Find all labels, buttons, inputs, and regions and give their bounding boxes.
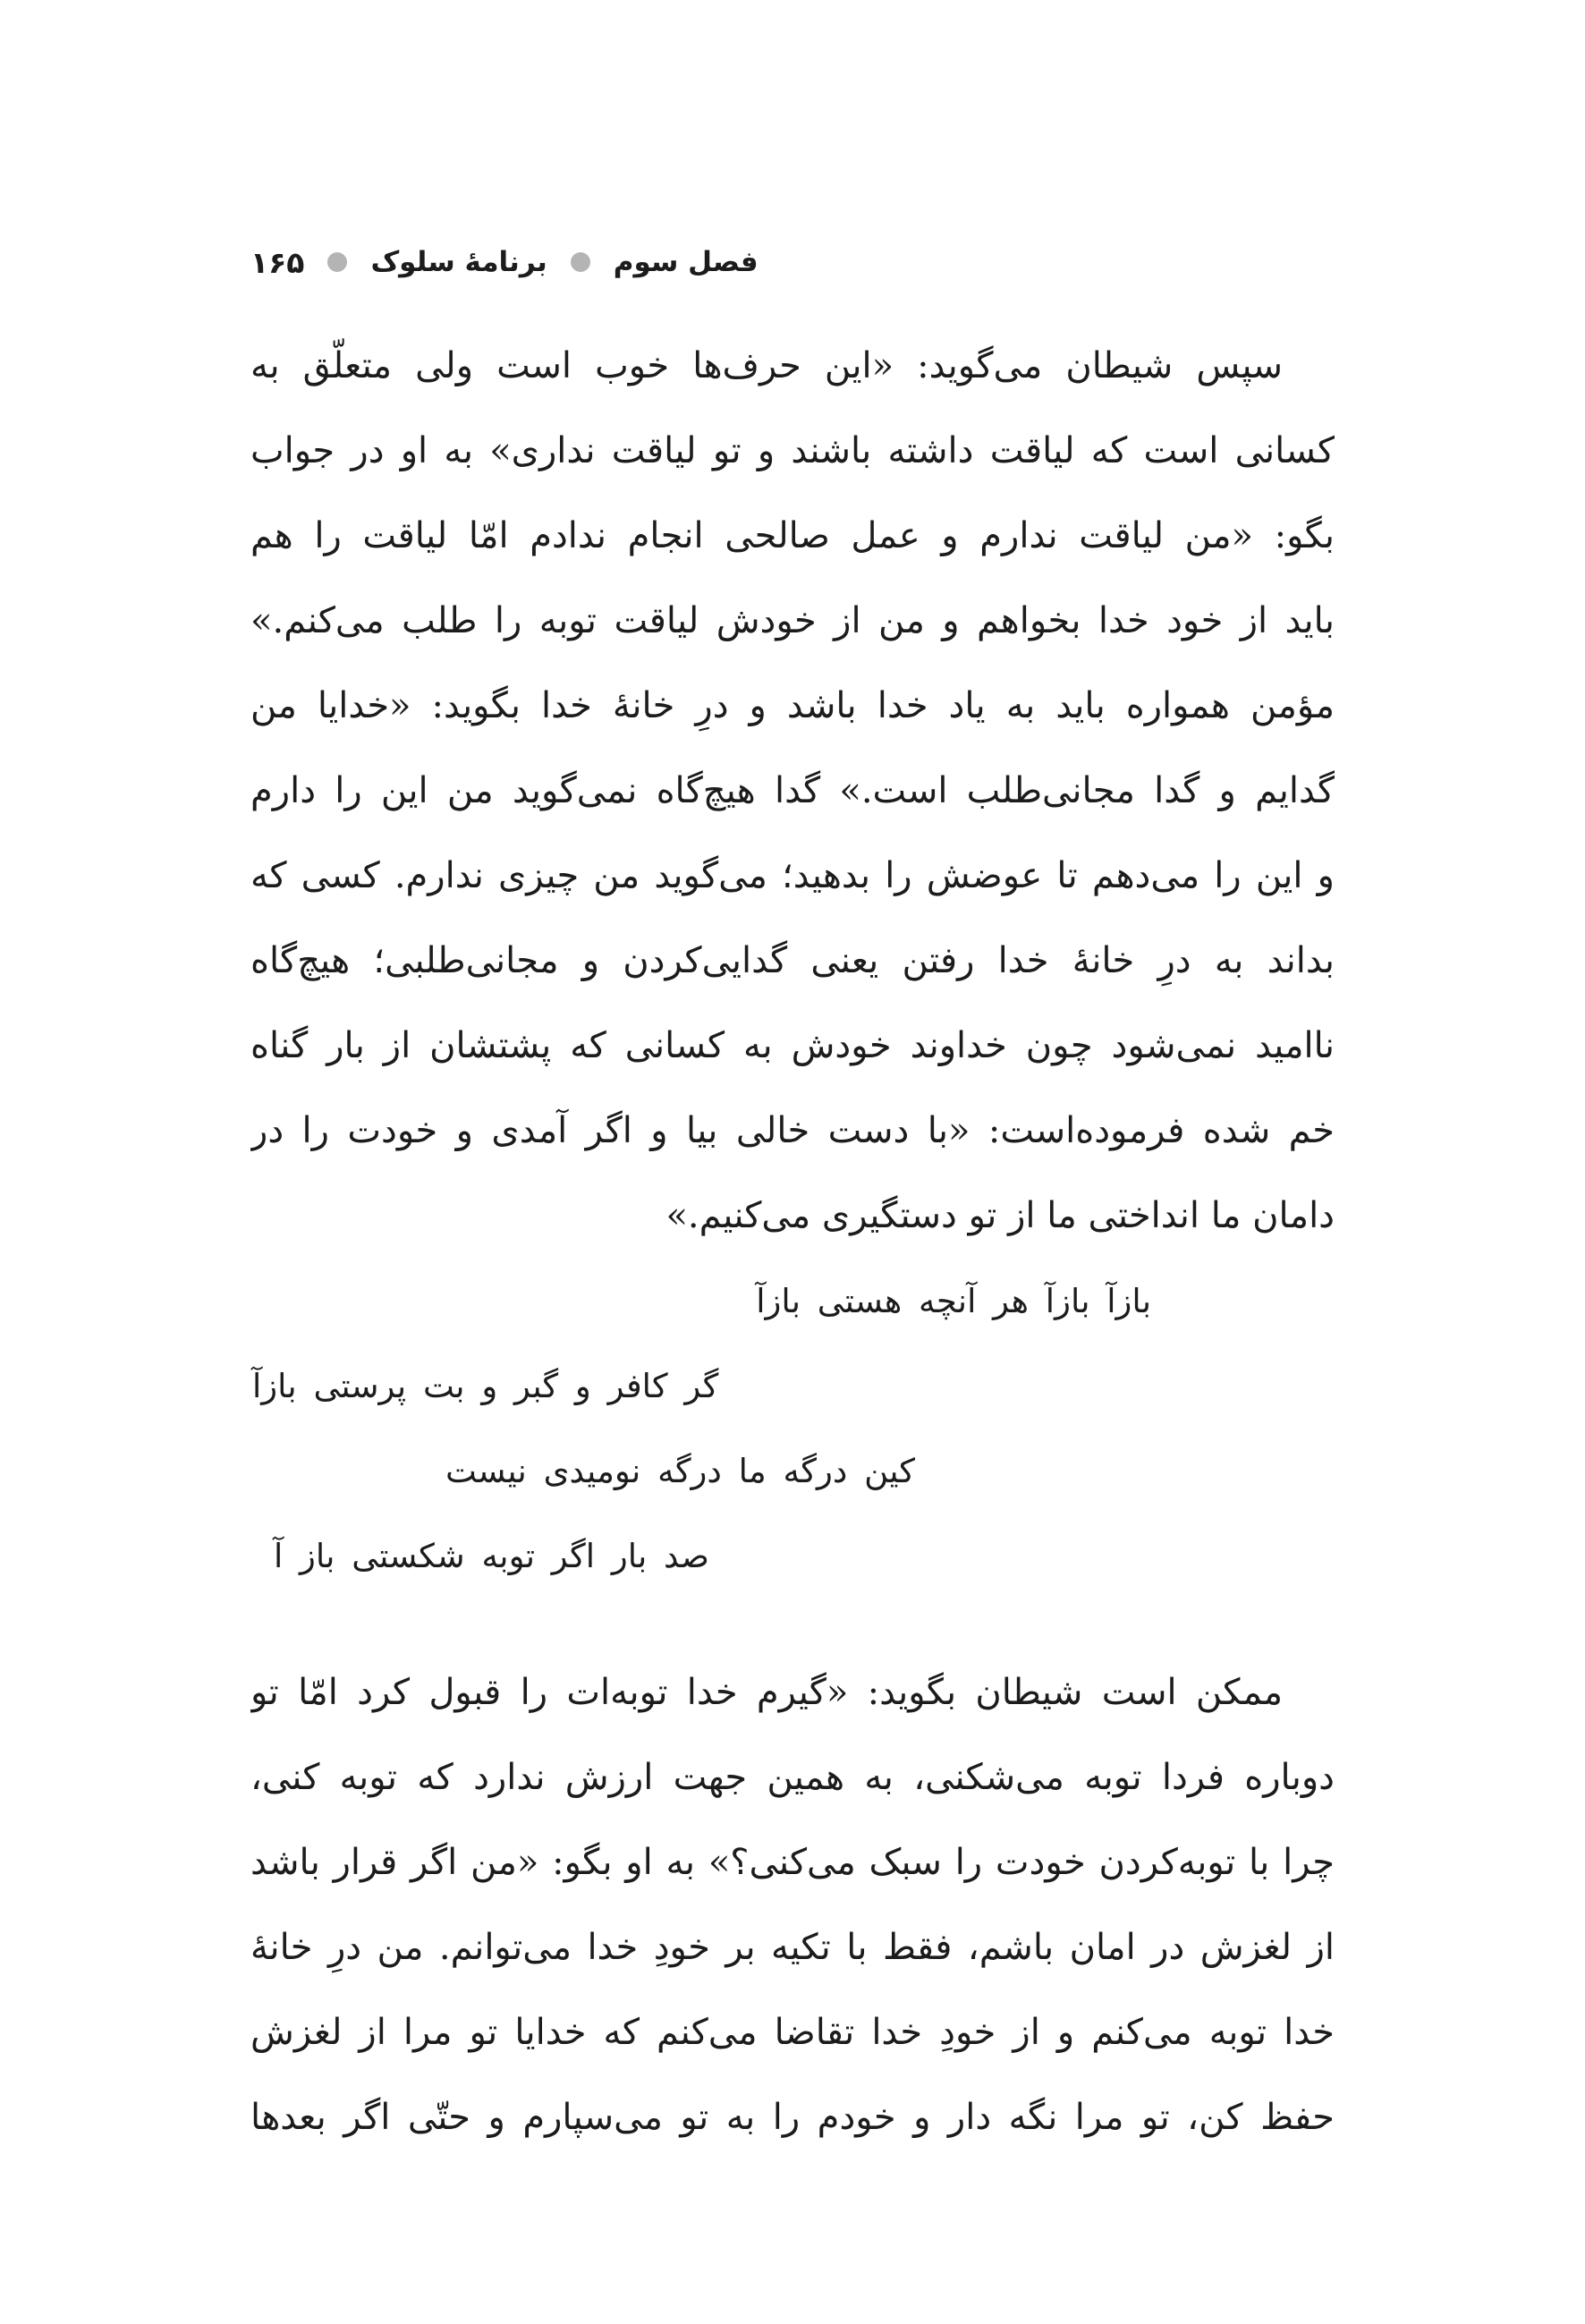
text-line: دوباره فردا توبه می‌شکنی، به همین جهت ارزش ندارد که توبه کنی، — [250, 1757, 1335, 1798]
text-line: ممکن است شیطان بگوید: «گیرم خدا توبه‌ات را قبول کرد امّا تو — [250, 1672, 1283, 1713]
paragraph-2 — [250, 1650, 1335, 2160]
text-line: سپس شیطان می‌گوید: «این حرف‌ها خوب است ولی متعلّق به — [250, 345, 1283, 386]
poem-line: گر کافر و گبر و بت پرستی بازآ — [252, 1367, 719, 1405]
running-header — [250, 234, 1335, 290]
text-line: دامان ما انداختی ما از تو دستگیری می‌کنیم.» — [665, 1195, 1335, 1236]
text-line: ناامید نمی‌شود چون خداوند خودش به کسانی که پشتشان از بار گناه — [250, 1025, 1335, 1066]
text-line: حفظ کن، تو مرا نگه دار و خودم را به تو می‌سپارم و حتّی اگر بعدها — [250, 2097, 1335, 2138]
text-line: خدا توبه می‌کنم و از خودِ خدا تقاضا می‌کنم که خدایا تو مرا از لغزش — [250, 2012, 1335, 2053]
text-line: مؤمن همواره باید به یاد خدا باشد و درِ خانهٔ خدا بگوید: «خدایا من — [250, 685, 1335, 726]
page-number: ۱۶۵ — [250, 244, 305, 280]
poem-line: صد بار اگر توبه شکستی باز آ — [274, 1537, 709, 1575]
text-line: گدایم و گدا مجانی‌طلب است.» گدا هیچ‌گاه نمی‌گوید من این را دارم — [250, 770, 1335, 811]
text-line: از لغزش در امان باشم، فقط با تکیه بر خودِ خدا می‌توانم. من درِ خانهٔ — [250, 1927, 1335, 1968]
text-line: بداند به درِ خانهٔ خدا رفتن یعنی گدایی‌کردن و مجانی‌طلبی؛ هیچ‌گاه — [250, 940, 1335, 981]
text-line: چرا با توبه‌کردن خودت را سبک می‌کنی؟» به او بگو: «من اگر قرار باشد — [250, 1842, 1335, 1883]
text-line: باید از خود خدا بخواهم و من از خودش لیاقت توبه را طلب می‌کنم.» — [250, 600, 1335, 641]
text-line: بگو: «من لیاقت ندارم و عمل صالحی انجام ندادم امّا لیاقت را هم — [250, 515, 1335, 556]
poem-line: کین درگه ما درگه نومیدی نیست — [445, 1452, 916, 1490]
text-line: خم شده فرموده‌است: «با دست خالی بیا و اگر آمدی و خودت را در — [250, 1110, 1335, 1151]
paragraph-1 — [250, 324, 1335, 1259]
chapter-title: فصل سوم — [613, 246, 759, 278]
poem-block — [250, 1259, 1335, 1599]
header-bullet-icon — [327, 252, 347, 272]
text-line: و این را می‌دهم تا عوضش را بدهید؛ می‌گوید من چیزی ندارم. کسی که — [250, 855, 1335, 896]
text-line: کسانی است که لیاقت داشته باشند و تو لیاقت نداری» به او در جواب — [250, 430, 1335, 471]
header-bullet-icon — [571, 252, 590, 272]
poem-line: بازآ بازآ هر آنچه هستی بازآ — [756, 1282, 1151, 1320]
book-title: برنامهٔ سلوک — [370, 246, 547, 278]
